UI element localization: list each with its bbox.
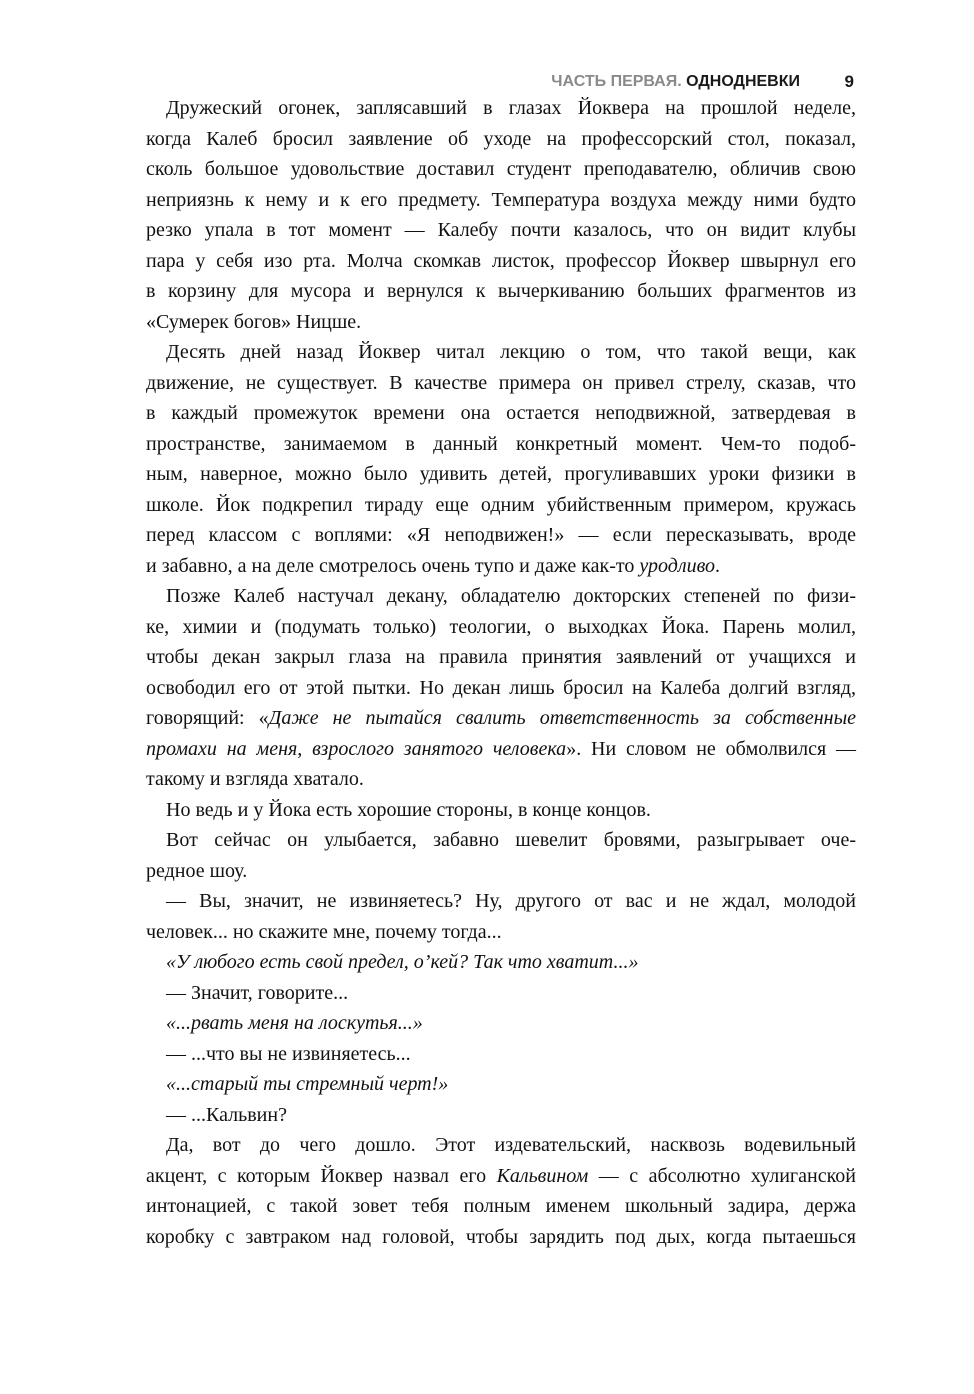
text-line: [146, 429, 856, 460]
text-run: — Значит, говорите...: [166, 981, 349, 1004]
text-run: — ...что вы не извиняетесь...: [166, 1042, 411, 1065]
text-run: редное шоу.: [146, 859, 248, 882]
italic-text: промахи на меня, взрослого занятого человека: [146, 737, 567, 760]
text-run: человек... но скажите мне, почему тогда...: [146, 920, 502, 943]
text-run: неприязнь к нему и к его предмету. Температура воздуха между ними будто: [146, 188, 856, 211]
text-run: Позже Калеб настучал декану, обладателю докторских степеней по физи-: [166, 585, 856, 607]
text-line: [146, 917, 856, 948]
text-run: такому и взгляда хватало.: [146, 768, 364, 790]
text-run: интонацией, с такой зовет тебя полным именем школьный задира, держа: [146, 1195, 856, 1217]
text-line: [146, 856, 856, 887]
text-line: [146, 368, 856, 399]
text-run: Вот сейчас он улыбается, забавно шевелит бровями, разыгрывает оче-: [166, 829, 856, 851]
text-line: [146, 215, 856, 246]
text-line: [146, 1161, 856, 1192]
text-line: [146, 93, 856, 124]
text-line: [146, 1191, 856, 1222]
text-run: Но ведь и у Йока есть хорошие стороны, в конце концов.: [166, 798, 651, 821]
part-label: ЧАСТЬ ПЕРВАЯ.: [551, 73, 682, 90]
text-run: Да, вот до чего дошло. Этот издевательский, насквозь водевильный: [166, 1134, 856, 1156]
text-run: Десять дней назад Йоквер читал лекцию о том, что такой вещи, как: [166, 341, 856, 363]
text-line: [146, 124, 856, 155]
italic-text: «У любого есть свой предел, о’кей? Так что хватит...»: [166, 951, 639, 973]
italic-text: «...рвать меня на лоскутья...»: [166, 1012, 423, 1034]
text-line: [146, 978, 856, 1009]
text-run: — ...Кальвин?: [166, 1103, 287, 1126]
text-line: [146, 581, 856, 612]
italic-text: «...старый ты стремный черт!»: [166, 1073, 449, 1095]
text-line: [146, 1039, 856, 1070]
text-run: ». Ни словом не обмолвился —: [566, 737, 856, 760]
text-line: [146, 764, 856, 795]
text-run: в корзину для мусора и вернулся к вычеркиванию больших фрагментов из: [146, 280, 856, 302]
text-run: — с абсолютно хулиганской: [588, 1164, 856, 1187]
text-run: говорящий: «: [146, 707, 269, 729]
text-line: [146, 154, 856, 185]
text-run: ке, химии и (подумать только) теологии, о выходках Йока. Парень молил,: [146, 615, 856, 638]
page-number: 9: [844, 72, 854, 91]
text-line: [146, 307, 856, 338]
text-run: резко упала в тот момент — Калебу почти казалось, что он видит клубы: [146, 219, 856, 241]
text-run: сколь большое удовольствие доставил студент преподавателю, обличив свою: [146, 158, 856, 180]
text-line: [146, 276, 856, 307]
text-run: когда Калеб бросил заявление об уходе на профессорский стол, показал,: [146, 127, 856, 150]
text-line: [146, 551, 856, 582]
italic-text: уродливо: [639, 554, 716, 577]
text-run: пространстве, занимаемом в данный конкретный момент. Чем-то подоб-: [146, 432, 856, 455]
text-line: [146, 1008, 856, 1039]
text-run: освободил его от этой пытки. Но декан лишь бросил на Калеба долгий взгляд,: [146, 676, 856, 699]
text-line: [146, 520, 856, 551]
text-line: [146, 1069, 856, 1100]
text-line: [146, 947, 856, 978]
text-run: ным, наверное, можно было удивить детей, прогуливавших уроки физики в: [146, 463, 856, 485]
chapter-title: ОДНОДНЕВКИ: [686, 73, 800, 90]
text-line: [146, 398, 856, 429]
text-line: [146, 246, 856, 277]
text-run: движение, не существует. В качестве примера он привел стрелу, сказав, что: [146, 371, 856, 394]
text-line: [146, 734, 856, 765]
text-line: [146, 459, 856, 490]
text-run: школе. Йок подкрепил тираду еще одним убийственным примером, кружась: [146, 493, 856, 516]
text-line: [146, 886, 856, 917]
text-line: [146, 612, 856, 643]
text-run: и забавно, а на деле смотрелось очень тупо и даже как-то: [146, 554, 640, 577]
page-body-text: [146, 93, 856, 1252]
text-line: [146, 1222, 856, 1253]
italic-text: Кальвином: [496, 1164, 589, 1187]
text-line: [146, 795, 856, 826]
text-line: [146, 337, 856, 368]
text-line: [146, 185, 856, 216]
text-line: [146, 642, 856, 673]
text-run: .: [715, 554, 721, 577]
text-run: Дружеский огонек, заплясавший в глазах Йоквера на прошлой неделе,: [166, 97, 856, 119]
running-title: [551, 73, 800, 91]
text-run: пара у себя изо рта. Молча скомкав листок, профессор Йоквер швырнул его: [146, 249, 856, 272]
text-line: [146, 1100, 856, 1131]
text-run: коробку с завтраком над головой, чтобы зарядить под дых, когда пытаешься: [146, 1225, 856, 1248]
text-line: [146, 673, 856, 704]
text-line: [146, 1130, 856, 1161]
text-run: чтобы декан закрыл глаза на правила принятия заявлений от учащихся и: [146, 646, 856, 668]
text-run: — Вы, значит, не извиняетесь? Ну, другого от вас и не ждал, молодой: [166, 890, 856, 912]
text-line: [146, 703, 856, 734]
text-run: акцент, с которым Йоквер назвал его: [146, 1164, 497, 1187]
text-run: перед классом с воплями: «Я неподвижен!» — если пересказывать, вроде: [146, 524, 856, 546]
text-run: «Сумерек богов» Ницше.: [146, 310, 362, 333]
italic-text: Даже не пытайся свалить ответственность за собственные: [268, 707, 856, 729]
text-line: [146, 825, 856, 856]
text-run: в каждый промежуток времени она остается неподвижной, затвердевая в: [146, 402, 856, 424]
text-line: [146, 490, 856, 521]
